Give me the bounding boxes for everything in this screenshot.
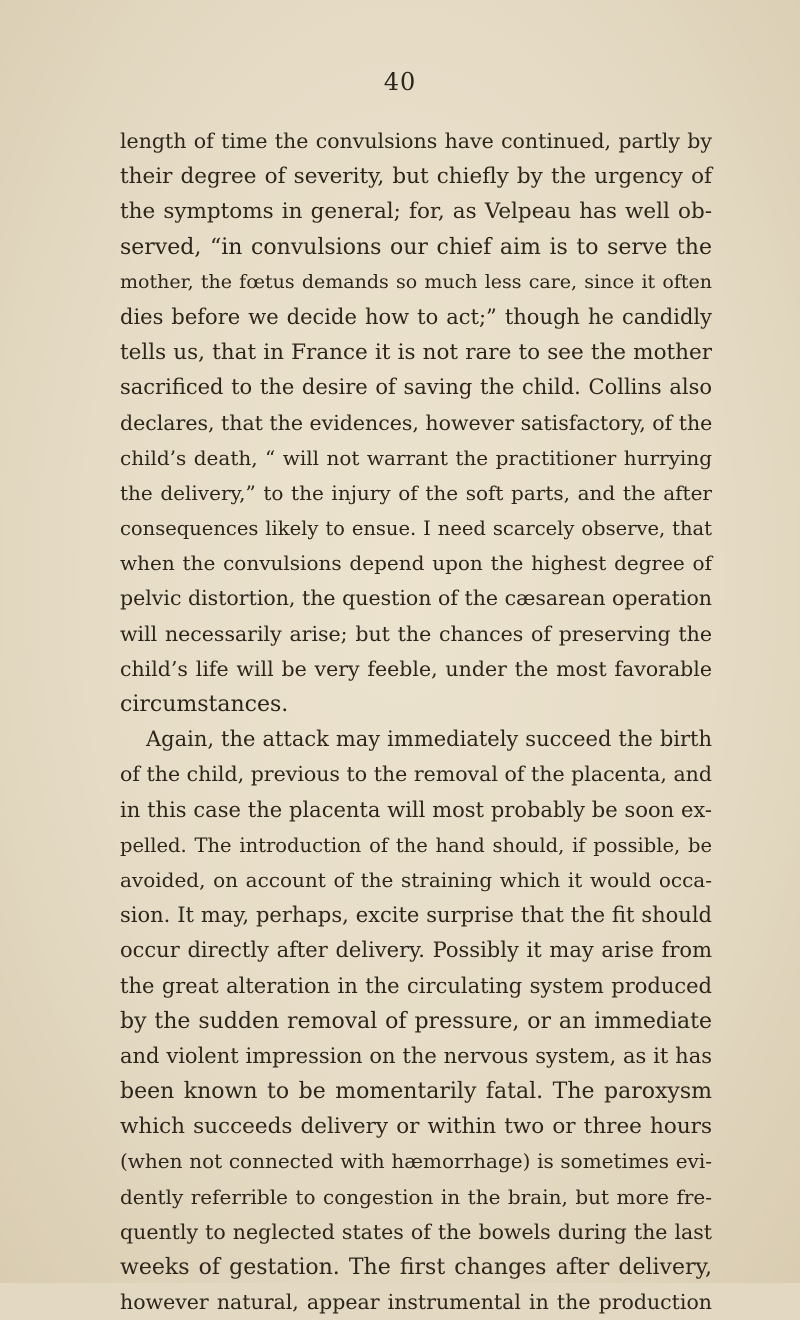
- text-line: consequences likely to ensue. I need scarcely observe, that: [120, 517, 712, 541]
- text-line: their degree of severity, but chiefly by the urgency of: [120, 164, 712, 190]
- text-line: dently referrible to congestion in the brain, but more fre-: [120, 1184, 712, 1209]
- text-line: declares, that the evidences, however satisfactory, of the: [120, 410, 713, 435]
- text-line: pelvic distortion, the question of the cæsarean operation: [120, 586, 712, 611]
- text-line: and violent impression on the nervous system, as it has: [120, 1043, 712, 1068]
- text-line: (when not connected with hæmorrhage) is sometimes evi-: [120, 1149, 712, 1174]
- text-line: been known to be momentarily fatal. The paroxysm: [120, 1079, 712, 1105]
- text-line: pelled. The introduction of the hand should, if possible, be: [120, 833, 712, 857]
- text-line: child’s death, “ will not warrant the practitioner hurrying: [120, 445, 712, 470]
- text-line: length of time the convulsions have continued, partly by: [120, 129, 712, 153]
- text-line: quently to neglected states of the bowels during the last: [120, 1219, 712, 1244]
- text-line: occur directly after delivery. Possibly it may arise from: [120, 938, 712, 963]
- page-number: 40: [383, 68, 417, 96]
- paragraph-start-line: Again, the attack may immediately succeed the birth: [146, 727, 712, 752]
- body-text: [120, 124, 712, 1320]
- text-line: of the child, previous to the removal of the placenta, and: [120, 762, 712, 787]
- text-line: dies before we decide how to act;” though he candidly: [120, 304, 712, 329]
- text-line: the great alteration in the circulating system produced: [120, 973, 712, 998]
- text-line: will necessarily arise; but the chances of preserving the: [120, 621, 712, 646]
- text-line: the symptoms in general; for, as Velpeau has well ob-: [120, 199, 712, 225]
- text-line: child’s life will be very feeble, under the most favorable: [120, 656, 712, 681]
- paragraph-end-line: circumstances.: [120, 692, 289, 717]
- text-line: tells us, that in France it is not rare to see the mother: [120, 340, 712, 366]
- text-line: avoided, on account of the straining which it would occa-: [120, 867, 712, 892]
- text-line: in this case the placenta will most probably be soon ex-: [120, 797, 712, 822]
- text-line: sion. It may, perhaps, excite surprise that the fit should: [120, 903, 712, 928]
- text-line: mother, the fœtus demands so much less care, since it often: [120, 270, 712, 293]
- text-line: the delivery,” to the injury of the soft parts, and the after: [120, 480, 712, 505]
- text-line: however natural, appear instrumental in the production: [120, 1290, 712, 1315]
- text-line: served, “in convulsions our chief aim is to serve the: [120, 234, 712, 260]
- text-line: sacrificed to the desire of saving the child. Collins also: [120, 375, 712, 400]
- text-line: weeks of gestation. The first changes after delivery,: [120, 1255, 712, 1280]
- text-line: by the sudden removal of pressure, or an immediate: [120, 1008, 712, 1034]
- text-line: which succeeds delivery or within two or three hours: [120, 1114, 712, 1140]
- text-line: when the convulsions depend upon the highest degree of: [120, 551, 712, 576]
